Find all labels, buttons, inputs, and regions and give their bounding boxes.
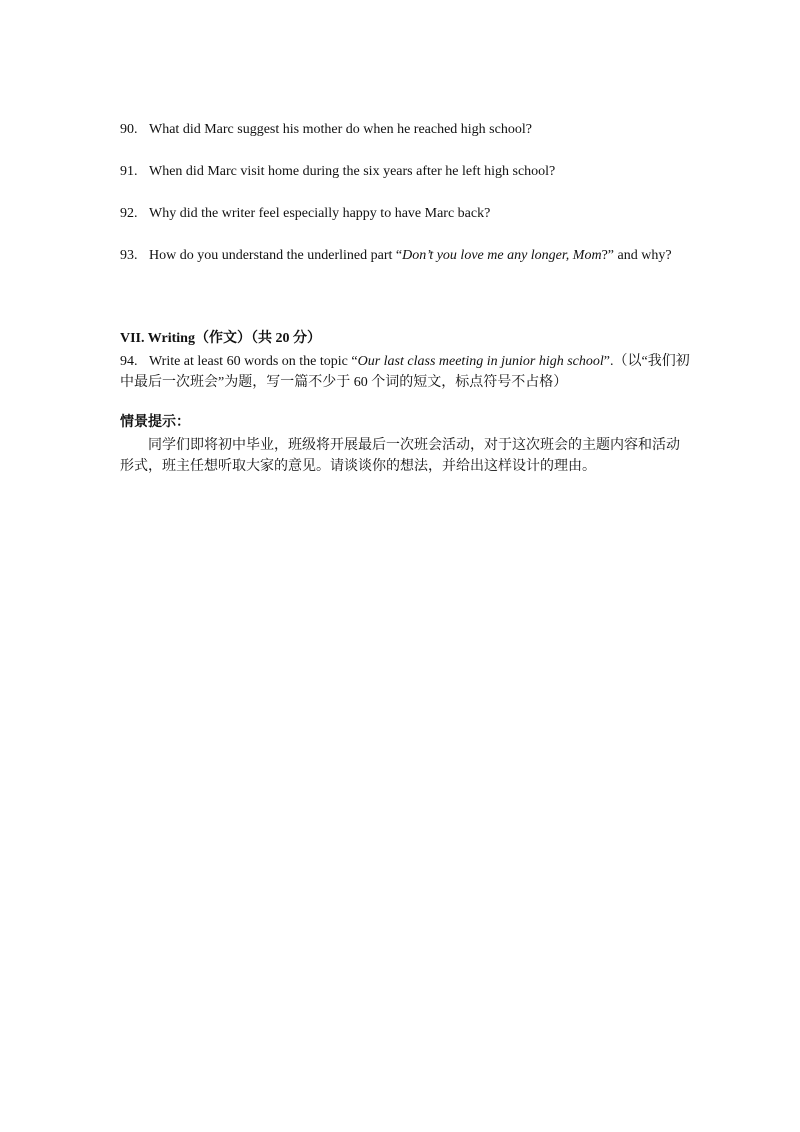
question-number: 91. — [120, 164, 138, 179]
question-number: 90. — [120, 122, 138, 137]
question-text-pre: How do you understand the underlined part “ — [149, 248, 403, 263]
question-92 — [120, 205, 490, 223]
question-text-post: ?” and why? — [601, 248, 672, 263]
task-text-post: ”.（以“我们初中最后一次班会”为题，写一篇不少于 60 个词的短文，标点符号不占格） — [120, 354, 690, 390]
writing-topic: Our last class meeting in junior high school — [357, 354, 604, 369]
question-text: Why did the writer feel especially happy to have Marc back? — [149, 206, 491, 221]
underlined-quote: Don’t you love me any longer, Mom — [402, 248, 602, 263]
task-text-pre: Write at least 60 words on the topic “ — [149, 354, 358, 369]
question-text: When did Marc visit home during the six years after he left high school? — [149, 164, 556, 179]
question-91 — [120, 163, 555, 181]
question-number: 92. — [120, 206, 138, 221]
question-text: What did Marc suggest his mother do when he reached high school? — [149, 122, 532, 137]
writing-section-title: VII. Writing（作文）（共 20 分） — [120, 331, 321, 346]
question-93 — [120, 247, 672, 265]
question-number: 94. — [120, 354, 138, 369]
question-90 — [120, 121, 532, 139]
question-number: 93. — [120, 248, 138, 263]
hint-body: 同学们即将初中毕业，班级将开展最后一次班会活动，对于这次班会的主题内容和活动形式，班主任想听取大家的意见。请谈谈你的想法，并给出这样设计的理由。 — [120, 438, 680, 474]
hint-title: 情景提示： — [120, 415, 190, 430]
writing-task — [120, 351, 690, 393]
